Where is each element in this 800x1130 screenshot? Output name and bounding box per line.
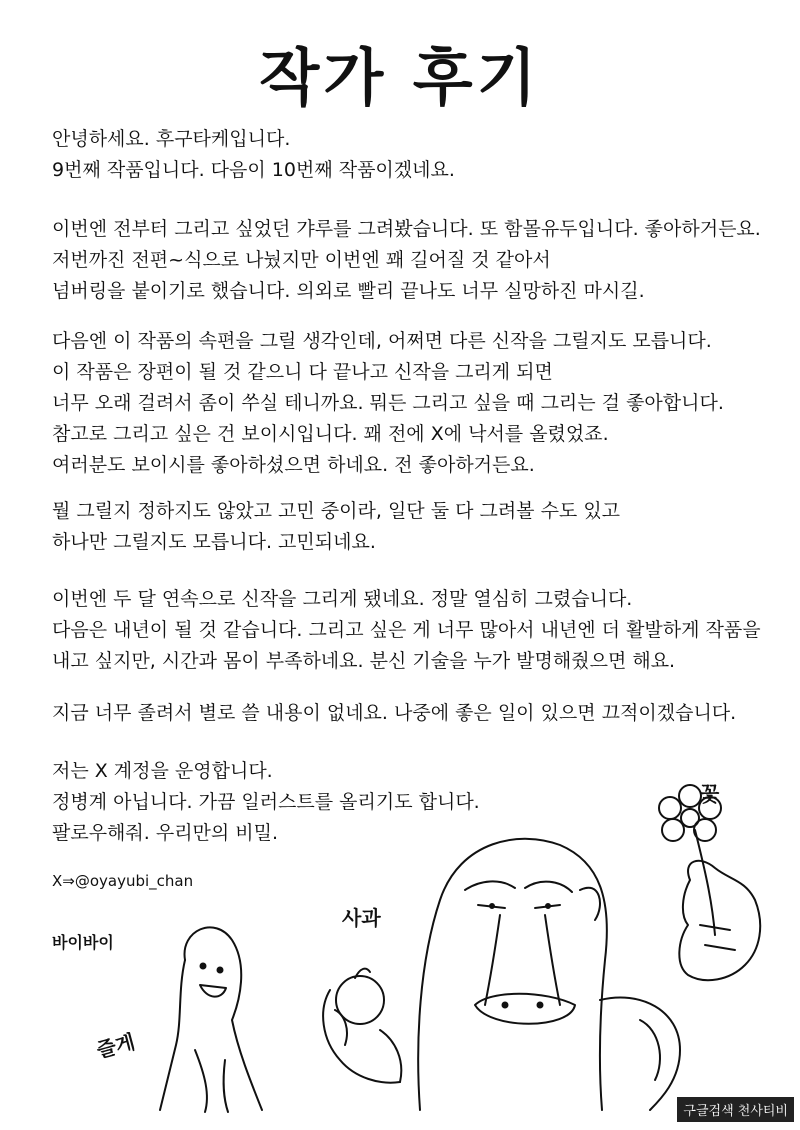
- bye-text: 바이바이: [52, 933, 114, 952]
- apple-hand-drawing: [323, 969, 401, 1083]
- page-title: 작가 후기: [259, 41, 541, 114]
- text-line: 다음엔 이 작품의 속편을 그릴 생각인데, 어쩌면 다른 신작을 그릴지도 모릅니다.: [52, 330, 712, 352]
- text-line: 내고 싶지만, 시간과 몸이 부족하네요. 분신 기술을 누가 발명해줬으면 해요.: [52, 650, 676, 672]
- text-line: 지금 너무 졸려서 별로 쓸 내용이 없네요. 나중에 좋은 일이 있으면 끄적이겠습니다.: [52, 702, 737, 724]
- x-handle: X⇒@oyayubi_chan: [52, 872, 194, 890]
- flower-label: 꽃: [700, 782, 720, 806]
- text-line: 참고로 그리고 싶은 건 보이시입니다. 꽤 전에 X에 낙서를 올렸었죠.: [52, 423, 609, 445]
- watermark: 구글검색 천사티비: [677, 1097, 794, 1122]
- text-line: 너무 오래 걸려서 좀이 쑤실 테니까요. 뭐든 그리고 싶을 때 그리는 걸 좋아합니다.: [52, 392, 724, 414]
- text-line: 여러분도 보이시를 좋아하셨으면 하네요. 전 좋아하거든요.: [52, 454, 535, 476]
- text-line: 이번엔 두 달 연속으로 신작을 그리게 됐네요. 정말 열심히 그렸습니다.: [52, 588, 633, 610]
- text-line: 하나만 그릴지도 모릅니다. 고민되네요.: [52, 531, 376, 553]
- text-line: 다음은 내년이 될 것 같습니다. 그리고 싶은 게 너무 많아서 내년엔 더 활발하게 작품을: [52, 619, 761, 641]
- apple-label: 사과: [342, 906, 381, 930]
- fun-label: 즐게: [93, 1029, 138, 1063]
- text-line: 안녕하세요. 후구타케입니다.: [52, 128, 291, 150]
- monkey-drawing: [418, 839, 680, 1110]
- text-line: 저는 X 계정을 운영합니다.: [52, 760, 273, 782]
- blob-character-drawing: [160, 927, 262, 1112]
- text-line: 저번까진 전편~식으로 나눴지만 이번엔 꽤 길어질 것 같아서: [52, 249, 551, 271]
- text-line: 뭘 그릴지 정하지도 않았고 고민 중이라, 일단 둘 다 그려볼 수도 있고: [52, 500, 621, 522]
- text-line: 팔로우해줘. 우리만의 비밀.: [52, 822, 279, 844]
- text-line: 이 작품은 장편이 될 것 같으니 다 끝나고 신작을 그리게 되면: [52, 361, 553, 383]
- text-line: 9번째 작품입니다. 다음이 10번째 작품이겠네요.: [52, 159, 455, 181]
- flower-hand-drawing: [659, 785, 760, 980]
- text-line: 이번엔 전부터 그리고 싶었던 갸루를 그려봤습니다. 또 함몰유두입니다. 좋아하거든요.: [52, 218, 761, 240]
- text-line: 넘버링을 붙이기로 했습니다. 의외로 빨리 끝나도 너무 실망하진 마시길.: [52, 280, 645, 302]
- text-line: 정병계 아닙니다. 가끔 일러스트를 올리기도 합니다.: [52, 791, 480, 813]
